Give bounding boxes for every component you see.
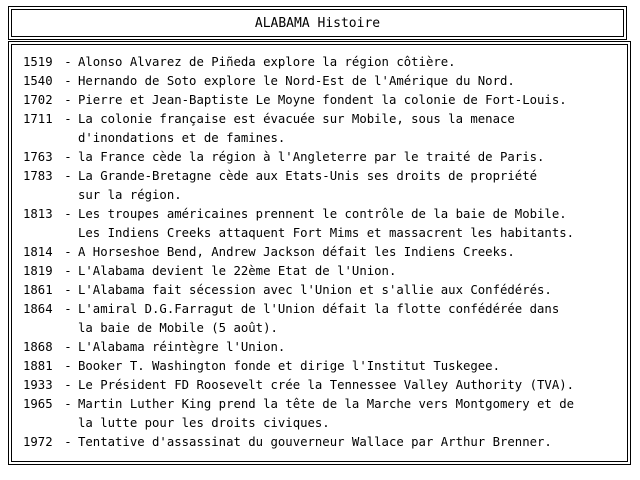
entry-separator: - <box>64 340 72 354</box>
entry-separator: - <box>64 169 72 183</box>
entry-year: 1972 <box>23 435 53 449</box>
entry-year: 1861 <box>23 283 53 297</box>
entry-year: 1864 <box>23 302 53 316</box>
entry-separator: - <box>64 112 72 126</box>
timeline-entry <box>23 110 627 148</box>
entry-text: L'Alabama fait sécession avec l'Union et s'allie aux Confédérés. <box>78 283 552 297</box>
entry-separator: - <box>64 245 72 259</box>
entry-separator: - <box>64 93 72 107</box>
entry-year: 1702 <box>23 93 53 107</box>
timeline-entry <box>23 357 627 376</box>
entry-text: Tentative d'assassinat du gouverneur Wallace par Arthur Brenner. <box>78 435 552 449</box>
entry-separator: - <box>64 397 72 411</box>
entry-year: 1881 <box>23 359 53 373</box>
entry-year: 1711 <box>23 112 53 126</box>
timeline-entry <box>23 72 627 91</box>
entry-text: Hernando de Soto explore le Nord-Est de l'Amérique du Nord. <box>78 74 515 88</box>
entry-year: 1814 <box>23 245 53 259</box>
entry-separator: - <box>64 207 72 221</box>
entry-text: Pierre et Jean-Baptiste Le Moyne fondent la colonie de Fort-Louis. <box>78 93 567 107</box>
title-bar <box>11 9 624 37</box>
entry-year: 1783 <box>23 169 53 183</box>
entry-text: Le Président FD Roosevelt crée la Tennessee Valley Authority (TVA). <box>78 378 575 392</box>
entry-separator: - <box>64 302 72 316</box>
timeline-entry <box>23 167 627 205</box>
entry-text: L'Alabama devient le 22ème Etat de l'Union. <box>78 264 397 278</box>
timeline-entry <box>23 53 627 72</box>
entry-year: 1868 <box>23 340 53 354</box>
entry-separator: - <box>64 435 72 449</box>
entry-year: 1933 <box>23 378 53 392</box>
timeline-entry <box>23 338 627 357</box>
entry-text: Booker T. Washington fonde et dirige l'Institut Tuskegee. <box>78 359 500 373</box>
timeline-entry <box>23 281 627 300</box>
timeline-entry <box>23 91 627 110</box>
entry-text: L'amiral D.G.Farragut de l'Union défait la flotte confédérée dans la baie de Mobile (5 août). <box>78 302 560 335</box>
entry-year: 1519 <box>23 55 53 69</box>
entry-text: L'Alabama réintègre l'Union. <box>78 340 286 354</box>
entry-year: 1819 <box>23 264 53 278</box>
entry-separator: - <box>64 378 72 392</box>
entry-separator: - <box>64 359 72 373</box>
entry-text: Alonso Alvarez de Piñeda explore la région côtière. <box>78 55 456 69</box>
history-panel <box>11 44 628 462</box>
timeline-entry <box>23 262 627 281</box>
entry-year: 1540 <box>23 74 53 88</box>
entry-year: 1965 <box>23 397 53 411</box>
timeline-entry <box>23 395 627 433</box>
timeline-list <box>12 45 627 452</box>
entry-text: La colonie française est évacuée sur Mobile, sous la menace d'inondations et de famines. <box>78 112 515 145</box>
entry-text: Martin Luther King prend la tête de la Marche vers Montgomery et de la lutte pour les droits civiques. <box>78 397 575 430</box>
timeline-entry <box>23 300 627 338</box>
timeline-entry <box>23 376 627 395</box>
entry-year: 1813 <box>23 207 53 221</box>
timeline-entry <box>23 433 627 452</box>
page-title: ALABAMA Histoire <box>254 15 381 31</box>
timeline-entry <box>23 148 627 167</box>
entry-text: La Grande-Bretagne cède aux Etats-Unis ses droits de propriété sur la région. <box>78 169 538 202</box>
entry-text: Les troupes américaines prennent le contrôle de la baie de Mobile. Les Indiens Creeks attaquent Fort Mims et massacrent les habitants. <box>78 207 575 240</box>
entry-separator: - <box>64 74 72 88</box>
entry-text: la France cède la région à l'Angleterre par le traité de Paris. <box>78 150 545 164</box>
entry-separator: - <box>64 55 72 69</box>
entry-separator: - <box>64 283 72 297</box>
entry-text: A Horseshoe Bend, Andrew Jackson défait les Indiens Creeks. <box>78 245 515 259</box>
entry-separator: - <box>64 264 72 278</box>
timeline-entry <box>23 243 627 262</box>
entry-separator: - <box>64 150 72 164</box>
entry-year: 1763 <box>23 150 53 164</box>
timeline-entry <box>23 205 627 243</box>
